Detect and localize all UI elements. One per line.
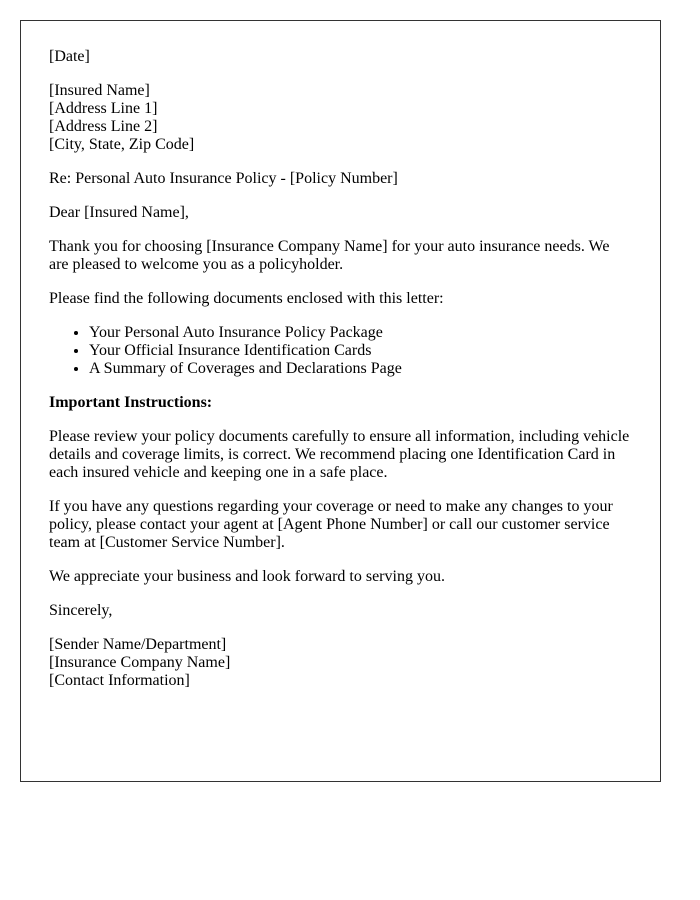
- subject-line: Re: Personal Auto Insurance Policy - [Policy Number]: [49, 170, 398, 187]
- signature-block: [49, 636, 632, 690]
- sender-company: [Insurance Company Name]: [49, 654, 231, 671]
- enclosure-item: • Your Official Insurance Identification Cards: [89, 342, 632, 360]
- intro-paragraph: Thank you for choosing [Insurance Company Name] for your auto insurance needs. We are pleased to welcome you as a policyholder.: [49, 238, 610, 273]
- instructions-heading: Important Instructions:: [49, 394, 213, 411]
- recipient-address-line-1: [Address Line 1]: [49, 100, 158, 117]
- recipient-name: [Insured Name]: [49, 82, 150, 99]
- appreciation-paragraph: We appreciate your business and look forward to serving you.: [49, 568, 445, 585]
- letter-page: [20, 20, 661, 782]
- enclosures-list: [49, 324, 632, 378]
- enclosures-intro: Please find the following documents enclosed with this letter:: [49, 290, 444, 307]
- recipient-address-block: [49, 82, 632, 154]
- instructions-paragraph: Please review your policy documents carefully to ensure all information, including vehicle details and coverage limits, is correct. We recommend placing one Identification Card in each insured vehicle and keeping one in a safe place.: [49, 428, 630, 481]
- sender-contact: [Contact Information]: [49, 672, 190, 689]
- closing: Sincerely,: [49, 602, 113, 619]
- letter-date: [Date]: [49, 48, 90, 65]
- salutation: Dear [Insured Name],: [49, 204, 189, 221]
- contact-paragraph: If you have any questions regarding your coverage or need to make any changes to your policy, please contact your agent at [Agent Phone Number] or call our customer service team at [Customer Service Number].: [49, 498, 613, 551]
- recipient-address-line-2: [Address Line 2]: [49, 118, 158, 135]
- recipient-city-state-zip: [City, State, Zip Code]: [49, 136, 195, 153]
- enclosure-item: • A Summary of Coverages and Declarations Page: [89, 360, 632, 378]
- enclosure-item: • Your Personal Auto Insurance Policy Package: [89, 324, 632, 342]
- sender-name: [Sender Name/Department]: [49, 636, 227, 653]
